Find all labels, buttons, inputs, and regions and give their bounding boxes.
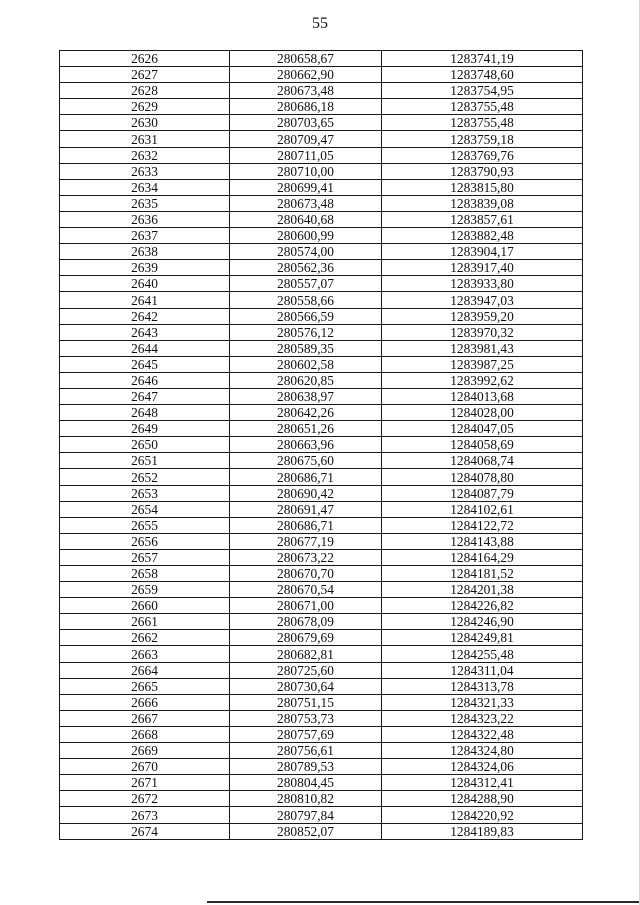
point-number-cell: 2667	[60, 710, 230, 726]
y-coordinate-cell: 1284322,48	[382, 726, 583, 742]
point-number-cell: 2630	[60, 115, 230, 131]
x-coordinate-cell: 280804,45	[230, 775, 382, 791]
point-number-cell: 2660	[60, 598, 230, 614]
y-coordinate-cell: 1283815,80	[382, 179, 583, 195]
point-number-cell: 2631	[60, 131, 230, 147]
table-row	[60, 501, 583, 517]
table-row	[60, 710, 583, 726]
table-row	[60, 437, 583, 453]
table-row	[60, 469, 583, 485]
point-number-cell: 2642	[60, 308, 230, 324]
table-row	[60, 726, 583, 742]
point-number-cell: 2672	[60, 791, 230, 807]
y-coordinate-cell: 1283981,43	[382, 340, 583, 356]
point-number-cell: 2664	[60, 662, 230, 678]
x-coordinate-cell: 280562,36	[230, 260, 382, 276]
y-coordinate-cell: 1284226,82	[382, 598, 583, 614]
y-coordinate-cell: 1284164,29	[382, 549, 583, 565]
y-coordinate-cell: 1283992,62	[382, 372, 583, 388]
table-row	[60, 163, 583, 179]
table-row	[60, 340, 583, 356]
y-coordinate-cell: 1284201,38	[382, 582, 583, 598]
x-coordinate-cell: 280682,81	[230, 646, 382, 662]
table-row	[60, 244, 583, 260]
y-coordinate-cell: 1283904,17	[382, 244, 583, 260]
point-number-cell: 2633	[60, 163, 230, 179]
point-number-cell: 2666	[60, 694, 230, 710]
table-row	[60, 195, 583, 211]
point-number-cell: 2648	[60, 405, 230, 421]
y-coordinate-cell: 1283790,93	[382, 163, 583, 179]
y-coordinate-cell: 1284189,83	[382, 823, 583, 839]
y-coordinate-cell: 1284220,92	[382, 807, 583, 823]
y-coordinate-cell: 1284087,79	[382, 485, 583, 501]
y-coordinate-cell: 1283917,40	[382, 260, 583, 276]
y-coordinate-cell: 1284013,68	[382, 388, 583, 404]
point-number-cell: 2627	[60, 67, 230, 83]
point-number-cell: 2659	[60, 582, 230, 598]
point-number-cell: 2653	[60, 485, 230, 501]
table-row	[60, 388, 583, 404]
table-row	[60, 566, 583, 582]
x-coordinate-cell: 280677,19	[230, 533, 382, 549]
point-number-cell: 2636	[60, 211, 230, 227]
table-row	[60, 260, 583, 276]
x-coordinate-cell: 280751,15	[230, 694, 382, 710]
x-coordinate-cell: 280557,07	[230, 276, 382, 292]
table-row	[60, 276, 583, 292]
x-coordinate-cell: 280703,65	[230, 115, 382, 131]
x-coordinate-cell: 280670,54	[230, 582, 382, 598]
table-row	[60, 694, 583, 710]
table-row	[60, 614, 583, 630]
y-coordinate-cell: 1283857,61	[382, 211, 583, 227]
x-coordinate-cell: 280638,97	[230, 388, 382, 404]
table-row	[60, 99, 583, 115]
x-coordinate-cell: 280711,05	[230, 147, 382, 163]
table-row	[60, 324, 583, 340]
x-coordinate-cell: 280710,00	[230, 163, 382, 179]
y-coordinate-cell: 1284321,33	[382, 694, 583, 710]
x-coordinate-cell: 280651,26	[230, 421, 382, 437]
table-row	[60, 517, 583, 533]
x-coordinate-cell: 280589,35	[230, 340, 382, 356]
y-coordinate-cell: 1284246,90	[382, 614, 583, 630]
y-coordinate-cell: 1284312,41	[382, 775, 583, 791]
table-row	[60, 598, 583, 614]
y-coordinate-cell: 1283947,03	[382, 292, 583, 308]
table-row	[60, 662, 583, 678]
y-coordinate-cell: 1283759,18	[382, 131, 583, 147]
point-number-cell: 2662	[60, 630, 230, 646]
table-row	[60, 308, 583, 324]
y-coordinate-cell: 1283839,08	[382, 195, 583, 211]
x-coordinate-cell: 280730,64	[230, 678, 382, 694]
table-row	[60, 67, 583, 83]
table-row	[60, 549, 583, 565]
y-coordinate-cell: 1284324,06	[382, 759, 583, 775]
point-number-cell: 2638	[60, 244, 230, 260]
x-coordinate-cell: 280602,58	[230, 356, 382, 372]
x-coordinate-cell: 280725,60	[230, 662, 382, 678]
x-coordinate-cell: 280709,47	[230, 131, 382, 147]
point-number-cell: 2637	[60, 228, 230, 244]
table-row	[60, 823, 583, 839]
y-coordinate-cell: 1283933,80	[382, 276, 583, 292]
x-coordinate-cell: 280753,73	[230, 710, 382, 726]
table-row	[60, 372, 583, 388]
table-row	[60, 759, 583, 775]
y-coordinate-cell: 1283970,32	[382, 324, 583, 340]
x-coordinate-cell: 280663,96	[230, 437, 382, 453]
x-coordinate-cell: 280574,00	[230, 244, 382, 260]
point-number-cell: 2674	[60, 823, 230, 839]
point-number-cell: 2654	[60, 501, 230, 517]
x-coordinate-cell: 280699,41	[230, 179, 382, 195]
y-coordinate-cell: 1283754,95	[382, 83, 583, 99]
point-number-cell: 2655	[60, 517, 230, 533]
point-number-cell: 2651	[60, 453, 230, 469]
point-number-cell: 2665	[60, 678, 230, 694]
table-row	[60, 807, 583, 823]
x-coordinate-cell: 280810,82	[230, 791, 382, 807]
point-number-cell: 2669	[60, 743, 230, 759]
table-row	[60, 646, 583, 662]
point-number-cell: 2634	[60, 179, 230, 195]
x-coordinate-cell: 280673,48	[230, 195, 382, 211]
x-coordinate-cell: 280789,53	[230, 759, 382, 775]
x-coordinate-cell: 280757,69	[230, 726, 382, 742]
x-coordinate-cell: 280600,99	[230, 228, 382, 244]
point-number-cell: 2644	[60, 340, 230, 356]
x-coordinate-cell: 280756,61	[230, 743, 382, 759]
table-row	[60, 678, 583, 694]
y-coordinate-cell: 1284058,69	[382, 437, 583, 453]
table-row	[60, 775, 583, 791]
table-row	[60, 791, 583, 807]
point-number-cell: 2670	[60, 759, 230, 775]
y-coordinate-cell: 1284068,74	[382, 453, 583, 469]
table-row	[60, 131, 583, 147]
x-coordinate-cell: 280679,69	[230, 630, 382, 646]
table-row	[60, 582, 583, 598]
x-coordinate-cell: 280620,85	[230, 372, 382, 388]
x-coordinate-cell: 280675,60	[230, 453, 382, 469]
point-number-cell: 2657	[60, 549, 230, 565]
point-number-cell: 2650	[60, 437, 230, 453]
point-number-cell: 2645	[60, 356, 230, 372]
table-row	[60, 533, 583, 549]
y-coordinate-cell: 1284288,90	[382, 791, 583, 807]
x-coordinate-cell: 280640,68	[230, 211, 382, 227]
point-number-cell: 2628	[60, 83, 230, 99]
point-number-cell: 2673	[60, 807, 230, 823]
table-row	[60, 179, 583, 195]
y-coordinate-cell: 1284028,00	[382, 405, 583, 421]
point-number-cell: 2647	[60, 388, 230, 404]
point-number-cell: 2671	[60, 775, 230, 791]
table-row	[60, 228, 583, 244]
y-coordinate-cell: 1283741,19	[382, 51, 583, 67]
point-number-cell: 2646	[60, 372, 230, 388]
table-row	[60, 453, 583, 469]
coordinates-table	[59, 50, 583, 840]
point-number-cell: 2661	[60, 614, 230, 630]
y-coordinate-cell: 1284078,80	[382, 469, 583, 485]
point-number-cell: 2643	[60, 324, 230, 340]
point-number-cell: 2632	[60, 147, 230, 163]
table-row	[60, 147, 583, 163]
table-row	[60, 292, 583, 308]
x-coordinate-cell: 280671,00	[230, 598, 382, 614]
x-coordinate-cell: 280686,18	[230, 99, 382, 115]
y-coordinate-cell: 1283987,25	[382, 356, 583, 372]
point-number-cell: 2641	[60, 292, 230, 308]
x-coordinate-cell: 280642,26	[230, 405, 382, 421]
y-coordinate-cell: 1284102,61	[382, 501, 583, 517]
y-coordinate-cell: 1283755,48	[382, 99, 583, 115]
table-row	[60, 115, 583, 131]
x-coordinate-cell: 280797,84	[230, 807, 382, 823]
point-number-cell: 2649	[60, 421, 230, 437]
x-coordinate-cell: 280686,71	[230, 469, 382, 485]
point-number-cell: 2640	[60, 276, 230, 292]
table-row	[60, 211, 583, 227]
point-number-cell: 2626	[60, 51, 230, 67]
y-coordinate-cell: 1284311,04	[382, 662, 583, 678]
point-number-cell: 2635	[60, 195, 230, 211]
x-coordinate-cell: 280686,71	[230, 517, 382, 533]
y-coordinate-cell: 1284255,48	[382, 646, 583, 662]
table-row	[60, 405, 583, 421]
y-coordinate-cell: 1284122,72	[382, 517, 583, 533]
bottom-rule	[207, 901, 640, 903]
x-coordinate-cell: 280691,47	[230, 501, 382, 517]
point-number-cell: 2656	[60, 533, 230, 549]
y-coordinate-cell: 1283882,48	[382, 228, 583, 244]
y-coordinate-cell: 1284249,81	[382, 630, 583, 646]
x-coordinate-cell: 280673,22	[230, 549, 382, 565]
coordinates-table-body	[60, 51, 583, 840]
y-coordinate-cell: 1284313,78	[382, 678, 583, 694]
x-coordinate-cell: 280576,12	[230, 324, 382, 340]
y-coordinate-cell: 1284143,88	[382, 533, 583, 549]
point-number-cell: 2668	[60, 726, 230, 742]
y-coordinate-cell: 1284324,80	[382, 743, 583, 759]
x-coordinate-cell: 280566,59	[230, 308, 382, 324]
table-row	[60, 630, 583, 646]
table-row	[60, 743, 583, 759]
x-coordinate-cell: 280670,70	[230, 566, 382, 582]
point-number-cell: 2629	[60, 99, 230, 115]
x-coordinate-cell: 280662,90	[230, 67, 382, 83]
x-coordinate-cell: 280673,48	[230, 83, 382, 99]
table-row	[60, 83, 583, 99]
point-number-cell: 2663	[60, 646, 230, 662]
table-row	[60, 356, 583, 372]
y-coordinate-cell: 1284047,05	[382, 421, 583, 437]
table-row	[60, 485, 583, 501]
point-number-cell: 2639	[60, 260, 230, 276]
x-coordinate-cell: 280678,09	[230, 614, 382, 630]
page-number: 55	[312, 15, 328, 32]
y-coordinate-cell: 1284323,22	[382, 710, 583, 726]
y-coordinate-cell: 1283748,60	[382, 67, 583, 83]
y-coordinate-cell: 1283959,20	[382, 308, 583, 324]
y-coordinate-cell: 1283769,76	[382, 147, 583, 163]
x-coordinate-cell: 280852,07	[230, 823, 382, 839]
x-coordinate-cell: 280658,67	[230, 51, 382, 67]
x-coordinate-cell: 280558,66	[230, 292, 382, 308]
table-row	[60, 421, 583, 437]
y-coordinate-cell: 1283755,48	[382, 115, 583, 131]
point-number-cell: 2652	[60, 469, 230, 485]
x-coordinate-cell: 280690,42	[230, 485, 382, 501]
point-number-cell: 2658	[60, 566, 230, 582]
table-row	[60, 51, 583, 67]
y-coordinate-cell: 1284181,52	[382, 566, 583, 582]
